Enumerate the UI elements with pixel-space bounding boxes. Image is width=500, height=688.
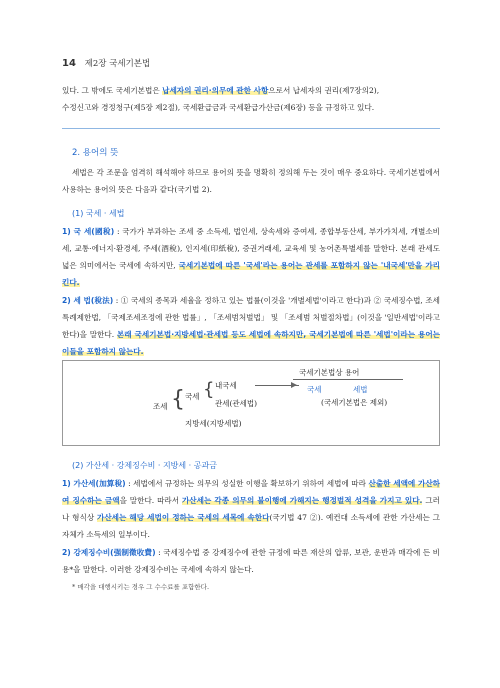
term-highlight: 본래 국세기본법·지방세법·관세법 등도 세법에 속하지만, 국세기본법에 따른 '세법'이라는 용어는 이들을 포함하지 않는다. <box>62 330 440 356</box>
term-collection-cost <box>62 544 440 578</box>
term-tax-law <box>62 292 440 360</box>
term-body: 그러나 형식상 <box>62 496 440 522</box>
subsection-2-title: (2) 가산세 · 강제징수비 · 지방세 · 공과금 <box>72 461 217 470</box>
diagram-customs: 관세(관세법) <box>215 399 258 408</box>
term-label: 1) 가산세 <box>62 479 96 488</box>
subsection-1-title: (1) 국세 · 세법 <box>72 209 125 218</box>
term-body: (국기법 47 ②). 예컨대 소득세에 관한 가산세는 그 자체가 소득세의 일부이다. <box>62 513 440 539</box>
brace-icon: { <box>171 387 185 412</box>
term-body: : 국세징수법 중 강제징수에 관한 규정에 따른 재산의 압류, 보관, 운반과 매각에 든 비용*을 말한다. 이러한 강제징수비는 국세에 속하지 않는다. <box>62 548 440 574</box>
term-national-tax <box>62 223 440 291</box>
term-highlight: 산출한 세액에 가산하여 징수하는 금액 <box>62 479 440 505</box>
diagram-note: (국세기본법은 제외) <box>321 398 388 407</box>
term-hanja: (稅法) <box>90 296 114 305</box>
diagram-root-tax: 조세 <box>153 402 168 411</box>
diagram-heading-rule <box>293 379 403 380</box>
intro-paragraph <box>62 82 440 116</box>
diagram-local-tax: 지방세(지방세법) <box>185 419 242 428</box>
arrow-right-icon <box>291 382 297 388</box>
diagram-col-tax-law: 세법 <box>353 385 368 394</box>
footnote: * 매각을 대행시키는 경우 그 수수료를 포함한다. <box>72 583 210 591</box>
term-body: : 세법에서 규정하는 의무의 성실한 이행을 확보하기 위하여 세법에 따라 <box>125 479 369 488</box>
brace-icon: { <box>203 379 215 400</box>
term-additional-tax <box>62 475 440 543</box>
term-body: : 국가가 부과하는 조세 중 소득세, 법인세, 상속세와 증여세, 종합부동산세, 부가가치세, 개별소비세, 교통·에너지·환경세, 주세(酒稅), 인지세(印紙稅), 증권거래세, 교육세 및 농어촌특별세를 말한다. 본래 관세도 넓은 의미에서는 국세에 속하지만, <box>62 227 440 270</box>
term-hanja: (國稅) <box>91 227 115 236</box>
tax-classification-diagram <box>62 360 440 446</box>
section-title: 2. 용어의 뜻 <box>72 148 119 158</box>
diagram-internal-tax: 내국세 <box>215 381 237 390</box>
term-body: 을 말한다. 따라서 <box>119 496 182 505</box>
term-label: 2) 강제징수비(强制徵收費) <box>62 548 156 557</box>
term-highlight: 가산세는 각종 의무의 불이행에 가해지는 행정벌적 성격을 가지고 있다. <box>181 496 423 505</box>
term-highlight: 가산세는 해당 세법이 정하는 국세의 세목에 속한다 <box>97 513 270 522</box>
intro-text-3: 수정신고와 경정청구(제5장 제2절), 국세환급금과 국세환급가산금(제6장) 등을 규정하고 있다. <box>62 103 375 112</box>
diagram-col-national-tax: 국세 <box>307 385 322 394</box>
term-label: 1) 국 세 <box>62 227 92 236</box>
section-body: 세법은 각 조문을 엄격히 해석해야 하므로 용어의 뜻을 명확히 정의해 두는 것이 매우 중요하다. 국세기본법에서 사용하는 용어의 뜻은 다음과 같다(국기법 2). <box>62 168 440 194</box>
intro-highlight: 납세자의 권리·의무에 관한 사항 <box>162 86 269 95</box>
term-body: : ① 국세의 종목과 세율을 정하고 있는 법률(이것을 '개별세법'이라고 한다)과 ② 국세징수법, 조세특례제한법, 「국제조세조정에 관한 법률」, 「조세범처벌법」 및 「조세범 처벌절차법」(이것을 '일반세법'이라고 한다)을 말한다. <box>62 296 440 339</box>
term-hanja: (加算稅) <box>95 479 126 488</box>
page-header <box>62 57 150 69</box>
diagram-national-tax: 국세 <box>185 392 200 401</box>
chapter-title: 제2장 국세기본법 <box>84 59 151 69</box>
page-number: 14 <box>62 58 76 69</box>
diagram-heading: 국세기본법상 용어 <box>299 368 360 377</box>
term-label: 2) 세 법 <box>62 296 91 305</box>
intro-text-2: 으로서 납세자의 권리(제7장의2), <box>268 86 380 95</box>
section-divider <box>62 128 440 129</box>
term-highlight: 국세기본법에 따른 '국세'라는 용어는 관세를 포함하지 않는 '내국세'만을 가리킨다. <box>62 261 440 287</box>
intro-text-1: 있다. 그 밖에도 국세기본법은 <box>62 86 163 95</box>
